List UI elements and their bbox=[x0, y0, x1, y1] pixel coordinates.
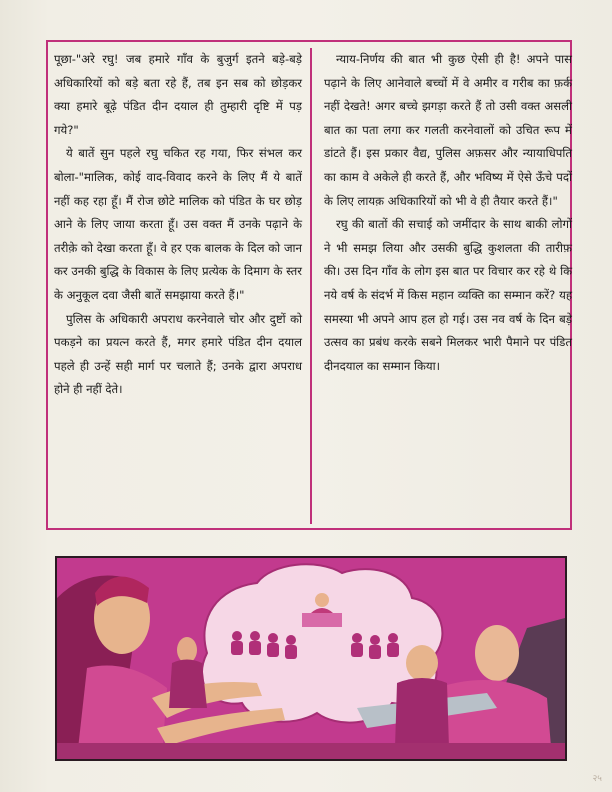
paragraph: ये बातें सुन पहले रघु चकित रह गया, फिर संभल कर बोला-"मालिक, कोई वाद-विवाद करने के लिए मैं ये बातें नहीं कह रहा हूँ। मैं रोज छोटे मालिक को पंडित के घर छोड़ आने के लिए जाया करता हूँ। उस वक्त मैं उनके पढ़ाने के तरीक़े को देखा करता हूँ। वे हर एक बालक के दिल को जान कर उनकी बुद्धि के विकास के लिए प्रत्येक के दिमाग के स्तर के अनुकूल दवा जैसी बातें समझाया करते हैं।" bbox=[54, 146, 302, 302]
right-column bbox=[324, 48, 572, 378]
paragraph: रघु की बातों की सचाई को जमींदार के साथ बाकी लोगों ने भी समझ लिया और उसकी बुद्धि कुशलता की तारीफ़ की। उस दिन गाँव के लोग इस बात पर विचार कर रहे थे कि नये वर्ष के संदर्भ में किस महान व्यक्ति का सम्मान करें? यह समस्या भी अपने आप हल हो गई। उस नव वर्ष के दिन बड़े उत्सव का प्रबंध करके सबने मिलकर भारी पैमाने पर पंडित दीनदयाल का सम्मान किया। bbox=[324, 217, 572, 373]
story-illustration bbox=[55, 556, 567, 761]
left-column bbox=[54, 48, 302, 402]
column-divider bbox=[310, 48, 312, 524]
paragraph: पूछा-"अरे रघु! जब हमारे गाँव के बुजुर्ग इतने बड़े-बड़े अधिकारियों को बड़े बता रहे हैं, तब इन सब को छोड़कर क्या हमारे बूढ़े पंडित दीन दयाल ही तुम्हारी दृष्टि में पड़ गये?" bbox=[54, 52, 302, 137]
paragraph: न्याय-निर्णय की बात भी कुछ ऐसी ही है! अपने पास पढ़ाने के लिए आनेवाले बच्चों में वे अमीर व गरीब का फ़र्क नहीं देखते! अगर बच्चे झगड़ा करते हैं तो उसी वक्त असली बात का पता लगा कर गलती करनेवालों को उचित रूप में डांटते हैं। इस प्रकार वैद्य, पुलिस अफ़सर और न्यायाधिपति का काम वे अकेले ही करते हैं, और भविष्य में ऐसे ऊँचे पदों के लिए लायक़ अधिकारियों को भी वे ही तैयार करते हैं।" bbox=[324, 52, 572, 208]
paragraph: पुलिस के अधिकारी अपराध करनेवाले चोर और दुष्टों को पकड़ने का प्रयत्न करते हैं, मगर हमारे पंडित दीन दयाल पहले ही उन्हें सही मार्ग पर चलाते हैं; उनके द्वारा अपराध होने ही नहीं देते। bbox=[54, 311, 302, 397]
page-number: २५ bbox=[592, 774, 602, 784]
text-frame bbox=[46, 40, 572, 530]
